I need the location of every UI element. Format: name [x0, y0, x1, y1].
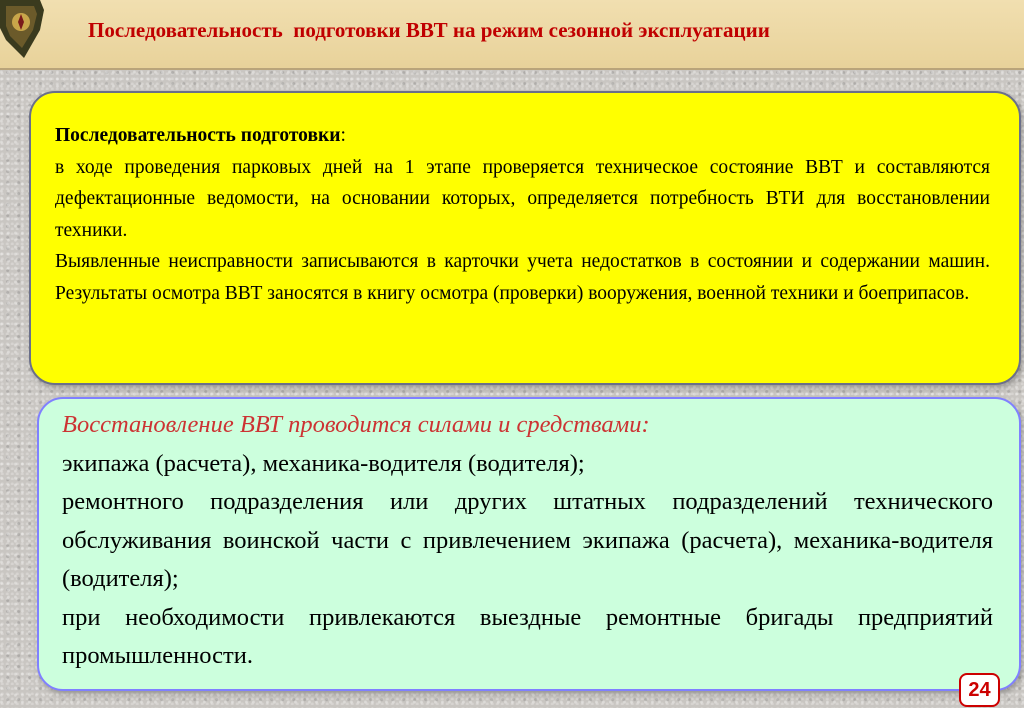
- restoration-item-2: ремонтного подразделения или других штатных подразделений технического обслуживания воинской части с привлечением экипажа (расчета), механика-водителя (водителя);: [62, 488, 993, 592]
- page-number-badge: 24: [959, 673, 1000, 707]
- preparation-paragraph-2: Выявленные неисправности записываются в карточки учета недостатков в состоянии и содержании машин. Результаты осмотра ВВТ заносятся в книгу осмотра (проверки) вооружения, военной техники и боеприпасов.: [55, 251, 990, 304]
- preparation-heading: Последовательность подготовки: [55, 125, 341, 146]
- preparation-paragraph-1: в ходе проведения парковых дней на 1 этапе проверяется техническое состояние ВВТ и составляются дефектационные ведомости, на основании которых, определяется потребность ВТИ для восстановлении техники.: [55, 156, 990, 241]
- military-emblem-icon: [0, 0, 48, 62]
- preparation-heading-line: [55, 120, 990, 152]
- preparation-sequence-text: [55, 120, 990, 309]
- restoration-item-1: экипажа (расчета), механика-водителя (водителя);: [62, 449, 585, 477]
- restoration-heading: Восстановление ВВТ проводится силами и средствами:: [62, 411, 650, 438]
- restoration-item-3: при необходимости привлекаются выездные ремонтные бригады предприятий промышленности.: [62, 603, 993, 669]
- slide-title: Последовательность подготовки ВВТ на режим сезонной эксплуатации: [88, 18, 770, 42]
- restoration-text: [62, 406, 993, 676]
- preparation-heading-colon: :: [340, 125, 346, 146]
- slide-header: [0, 0, 1024, 70]
